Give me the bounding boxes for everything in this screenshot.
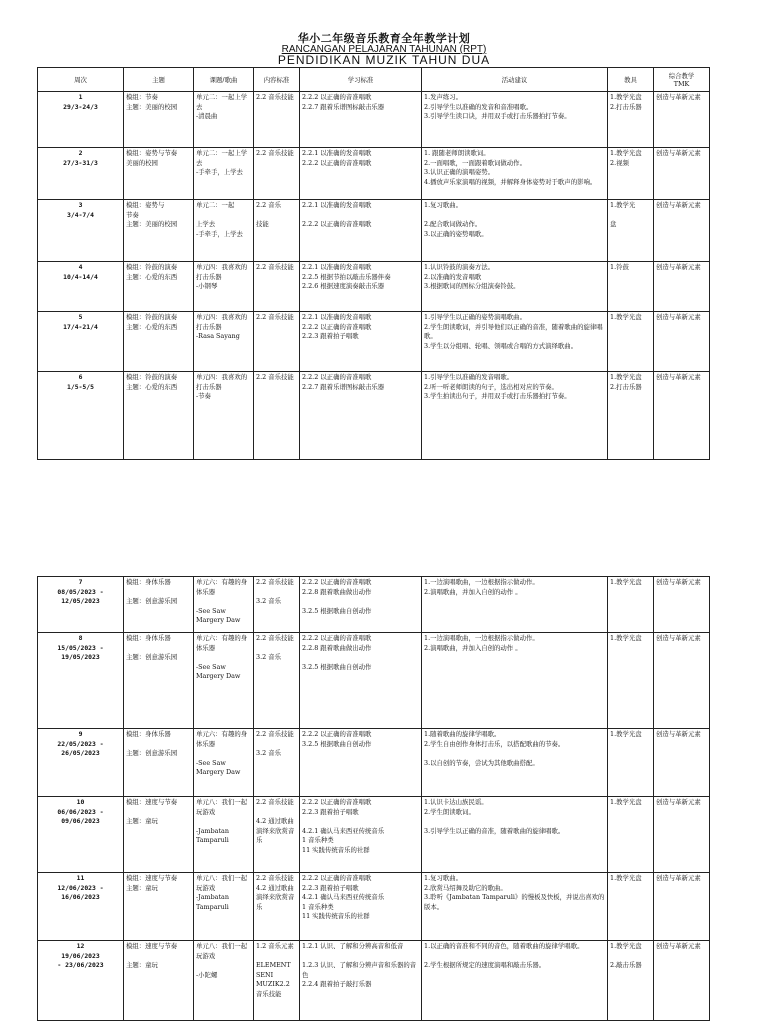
table-row (38, 729, 710, 797)
week-number: 8 (78, 634, 83, 642)
week-dates: 19/06/2023 - 23/06/2023 (57, 951, 104, 970)
cell-teaching-aids-text: 1.教学光盘 (610, 313, 642, 321)
header-tmk: 综合教学 TMK (654, 68, 710, 92)
cell-tmk-text: 创造与革新元素 (656, 93, 701, 101)
cell-teaching-aids-text: 1.教学光盘 (610, 798, 642, 806)
cell-topic-text: 单元二：一起上学去 -清晨曲 (196, 93, 248, 121)
cell-tmk-text: 创造与革新元素 (656, 201, 701, 209)
cell-tmk (654, 148, 710, 200)
cell-teaching-aids-text: 1.教学光盘 (610, 634, 642, 642)
cell-tmk-text: 创造与革新元素 (656, 634, 701, 642)
document-title-chinese: 华小二年级音乐教育全年教学计划 (297, 32, 471, 45)
cell-topic (194, 633, 254, 729)
document-title-subject: PENDIDIKAN MUZIK TAHUN DUA (277, 53, 491, 67)
cell-tmk (654, 312, 710, 372)
cell-activity-text: 1.认识铃鼓的演奏方法。 2.以准确的发音唱歌 3.根据歌词的图标分组演奏铃鼓。 (424, 263, 520, 291)
header-learning-standard: 学习标准 (300, 68, 422, 92)
cell-theme (124, 577, 194, 633)
cell-topic-text: 单元四：我喜欢的打击乐器 -节奏 (196, 373, 248, 401)
cell-theme-text: 模组：速度与节奏 主题：童玩 (126, 942, 178, 970)
cell-topic-text: 单元六：有趣的身体乐器 -See Saw Margery Daw (196, 634, 248, 681)
cell-content-standard (254, 148, 300, 200)
cell-teaching-aids-text: 1.教学光盘 2.视频 (610, 149, 642, 167)
cell-topic-text: 单元八：我们一起玩游戏 -小陀螺 (196, 942, 248, 979)
cell-tmk-text: 创造与革新元素 (656, 730, 701, 738)
cell-tmk (654, 200, 710, 262)
cell-activity-text: 1.以正确的音准和不同的音色，随着歌曲的旋律学唱歌。 2.学生根据所规定的速度演唱和敲击乐器。 (424, 942, 584, 970)
table-row (38, 941, 710, 1021)
cell-activity-text: 1.一边演唱歌曲，一边根据指示做动作。 2.演唱歌曲，并加入自创的动作 。 (424, 634, 539, 652)
cell-activity-text: 1.引导学生以准确的发音唱歌。 2.听一听老师朗读的句子，选出相对应的节奏。 3.学生拍读出句子，并用双手或打击乐器拍打节奏。 (424, 373, 571, 401)
cell-content-standard-text: 2.2 音乐技能 (256, 313, 294, 321)
table-row (38, 200, 710, 262)
cell-topic-text: 单元四：我喜欢的打击乐器 -Rasa Sayang (196, 313, 248, 341)
table-row (38, 797, 710, 873)
cell-content-standard-text: 2.2 音乐技能 3.2 音乐 (256, 730, 294, 758)
cell-theme (124, 633, 194, 729)
week-number: 9 (78, 730, 83, 738)
cell-content-standard-text: 2.2 音乐技能 (256, 149, 294, 157)
cell-week (38, 633, 124, 729)
cell-content-standard (254, 92, 300, 148)
week-dates: 10/4-14/4 (63, 272, 98, 281)
cell-tmk (654, 372, 710, 460)
cell-week (38, 200, 124, 262)
header-theme: 主题 (124, 68, 194, 92)
cell-topic (194, 148, 254, 200)
week-number: 7 (78, 578, 83, 586)
cell-content-standard (254, 372, 300, 460)
cell-teaching-aids (608, 312, 654, 372)
cell-tmk (654, 873, 710, 941)
cell-topic (194, 577, 254, 633)
cell-theme-text: 模组：节奏 主题：美丽的校园 (126, 93, 178, 111)
cell-learning-standard-text: 2.2.1 以准确的发音唱歌 2.2.2 以正确的音准唱歌 2.2.3 跟着拍子唱歌 (302, 313, 372, 341)
cell-theme (124, 92, 194, 148)
cell-content-standard (254, 262, 300, 312)
cell-week (38, 729, 124, 797)
cell-activity-text: 1. 跟随老师朗读歌词。 2.一面唱歌，一面跟着歌词做动作。 3.认识正确的演唱姿势。 4.播放声乐家演唱的视频，并解释身体姿势对于歌声的影响。 (424, 149, 597, 186)
cell-theme-text: 模组：速度与节奏 主题：童玩 (126, 798, 178, 826)
cell-teaching-aids-text: 1.教学光盘 2.打击乐器 (610, 93, 642, 111)
cell-learning-standard-text: 2.2.2 以正确的音准唱歌 2.2.7 跟着乐谱图标敲击乐器 (302, 373, 385, 391)
week-dates: 1/5-5/5 (67, 382, 94, 391)
cell-content-standard-text: 1.2 音乐元素 ELEMENT SENI MUZIK2.2 音乐技能 (256, 942, 294, 998)
cell-theme-text: 模组：姿势与节奏 美丽的校园 (126, 149, 178, 167)
cell-topic (194, 372, 254, 460)
cell-activity (422, 92, 608, 148)
cell-teaching-aids (608, 262, 654, 312)
header-content-standard: 内容标准 (254, 68, 300, 92)
cell-teaching-aids (608, 577, 654, 633)
table-row (38, 262, 710, 312)
header-teaching-aids: 教具 (608, 68, 654, 92)
cell-learning-standard-text: 2.2.1 以准确的发音唱歌 2.2.2 以正确的音准唱歌 (302, 201, 372, 229)
cell-learning-standard (300, 797, 422, 873)
cell-week (38, 148, 124, 200)
cell-learning-standard-text: 2.2.2 以正确的音准唱歌 2.2.8 跟着歌曲做出动作 3.2.5 根据歌曲自创动作 (302, 578, 372, 615)
week-dates: 17/4-21/4 (63, 322, 98, 331)
cell-content-standard-text: 2.2 音乐 技能 (256, 201, 281, 229)
week-number: 11 (76, 874, 85, 882)
cell-activity (422, 312, 608, 372)
cell-week (38, 873, 124, 941)
week-number: 1 (78, 93, 83, 101)
cell-activity (422, 729, 608, 797)
cell-tmk-text: 创造与革新元素 (656, 578, 701, 586)
cell-learning-standard-text: 2.2.2 以正确的音准唱歌 3.2.5 根据歌曲自创动作 (302, 730, 372, 748)
cell-theme-text: 模组：身体乐器 主题：创意游乐园 (126, 730, 178, 758)
week-dates: 27/3-31/3 (63, 158, 98, 167)
week-number: 5 (78, 313, 83, 321)
cell-teaching-aids-text: 1.教学光盘 (610, 578, 642, 586)
cell-content-standard-text: 2.2 音乐技能 3.2 音乐 (256, 578, 294, 606)
week-number: 10 (76, 798, 85, 806)
cell-learning-standard (300, 148, 422, 200)
cell-teaching-aids-text: 1.教学光 盘 (610, 201, 636, 229)
cell-tmk-text: 创造与革新元素 (656, 263, 701, 271)
cell-activity (422, 148, 608, 200)
cell-tmk-text: 创造与革新元素 (656, 373, 701, 381)
cell-content-standard (254, 577, 300, 633)
cell-tmk (654, 577, 710, 633)
cell-content-standard-text: 2.2 音乐技能 4.2 通过歌曲演绎来欣赏音乐 (256, 874, 295, 911)
cell-week (38, 941, 124, 1021)
cell-teaching-aids (608, 200, 654, 262)
cell-content-standard (254, 633, 300, 729)
cell-teaching-aids (608, 92, 654, 148)
cell-content-standard-text: 2.2 音乐技能 4.2 通过歌曲演绎来欣赏音乐 (256, 798, 295, 845)
week-dates: 29/3-24/3 (63, 102, 98, 111)
cell-learning-standard-text: 2.2.2 以正确的音准唱歌 2.2.8 跟着歌曲做出动作 3.2.5 根据歌曲自创动作 (302, 634, 372, 671)
week-dates: 3/4-7/4 (67, 210, 94, 219)
cell-learning-standard-text: 1.2.1 认识、了解和分辨高音和低音 1.2.3 认识、了解和分辨声音和乐器的音色 2.2.4 跟着拍子敲打乐器 (302, 942, 417, 989)
week-number: 2 (78, 149, 83, 157)
cell-topic (194, 797, 254, 873)
cell-learning-standard-text: 2.2.2 以正确的音准唱歌 2.2.3 跟着拍子唱歌 4.2.1 确认马来西亚传统音乐 1 音乐种类 11 实践传统音乐的社群 (302, 798, 385, 854)
week-dates: 08/05/2023 - 12/05/2023 (57, 587, 104, 606)
cell-topic-text: 单元二：一起 上学去 -手牵手，上学去 (196, 201, 243, 238)
cell-topic (194, 312, 254, 372)
cell-activity (422, 577, 608, 633)
cell-activity (422, 262, 608, 312)
cell-theme (124, 797, 194, 873)
cell-topic-text: 单元二：一起上学去 -手牵手，上学去 (196, 149, 248, 177)
cell-topic-text: 单元八：我们一起玩游戏 -Jambatan Tamparuli (196, 874, 248, 911)
cell-tmk-text: 创造与革新元素 (656, 798, 701, 806)
cell-topic-text: 单元六：有趣的身体乐器 -See Saw Margery Daw (196, 578, 248, 625)
cell-activity-text: 1.认识卡达山族民谣。 2.学生朗读歌词。 3.引导学生以正确的音准，随着歌曲的旋律唱歌。 (424, 798, 565, 835)
cell-learning-standard (300, 873, 422, 941)
cell-teaching-aids (608, 372, 654, 460)
cell-activity-text: 1.复习歌曲。 2.欣赏马绍舞及助它的歌曲。 3.聆听《Jambatan Tamparuli》的慢板及快板，并说出喜欢的版本。 (424, 874, 605, 911)
week-dates: 15/05/2023 - 19/05/2023 (57, 643, 104, 662)
cell-tmk (654, 797, 710, 873)
cell-topic (194, 873, 254, 941)
cell-learning-standard (300, 312, 422, 372)
week-number: 12 (76, 942, 85, 950)
cell-teaching-aids (608, 873, 654, 941)
cell-teaching-aids-text: 1.教学光盘 2.敲击乐器 (610, 942, 642, 970)
cell-tmk-text: 创造与革新元素 (656, 874, 701, 882)
cell-learning-standard (300, 372, 422, 460)
cell-theme (124, 941, 194, 1021)
cell-teaching-aids (608, 148, 654, 200)
cell-tmk (654, 262, 710, 312)
table-row (38, 312, 710, 372)
cell-learning-standard (300, 200, 422, 262)
cell-theme (124, 873, 194, 941)
cell-activity (422, 200, 608, 262)
cell-content-standard (254, 873, 300, 941)
cell-learning-standard-text: 2.2.1 以准确的发音唱歌 2.2.2 以正确的音准唱歌 (302, 149, 372, 167)
cell-theme (124, 372, 194, 460)
cell-theme-text: 模组：铃鼓的演奏 主题：心爱的东西 (126, 313, 178, 331)
yearly-plan-table-page2 (37, 576, 710, 1021)
cell-theme-text: 模组：姿势与 节奏 主题：美丽的校园 (126, 201, 178, 229)
cell-topic (194, 729, 254, 797)
cell-topic (194, 941, 254, 1021)
cell-theme (124, 262, 194, 312)
cell-tmk (654, 92, 710, 148)
cell-activity (422, 873, 608, 941)
table-row (38, 633, 710, 729)
cell-tmk (654, 633, 710, 729)
cell-theme-text: 模组：速度与节奏 主题：童玩 (126, 874, 178, 892)
cell-tmk-text: 创造与革新元素 (656, 313, 701, 321)
cell-theme (124, 312, 194, 372)
cell-teaching-aids-text: 1.教学光盘 2.打击乐器 (610, 373, 642, 391)
cell-content-standard (254, 729, 300, 797)
cell-content-standard-text: 2.2 音乐技能 (256, 373, 294, 381)
cell-teaching-aids (608, 729, 654, 797)
cell-topic (194, 92, 254, 148)
table-row (38, 372, 710, 460)
cell-teaching-aids-text: 1.铃鼓 (610, 263, 629, 271)
header-activity: 活动建议 (422, 68, 608, 92)
cell-activity-text: 1.随着歌曲的旋律学唱歌。 2.学生自由创作身体打击乐，以搭配歌曲的节奏。 3.以自创的节奏，尝试为其他歌曲搭配。 (424, 730, 565, 767)
cell-learning-standard-text: 2.2.2 以正确的音准唱歌 2.2.3 跟着拍子唱歌 4.2.1 确认马来西亚传统音乐 1 音乐种类 11 实践传统音乐的社群 (302, 874, 385, 921)
cell-tmk-text: 创造与革新元素 (656, 149, 701, 157)
cell-learning-standard-text: 2.2.1 以准确的发音唱歌 2.2.5 根据节拍以敲击乐器伴奏 2.2.6 根据速度演奏敲击乐器 (302, 263, 391, 291)
cell-week (38, 312, 124, 372)
cell-theme-text: 模组：身体乐器 主题：创意游乐园 (126, 578, 178, 606)
week-dates: 12/06/2023 - 16/06/2023 (57, 883, 104, 902)
cell-content-standard-text: 2.2 音乐技能 3.2 音乐 (256, 634, 294, 662)
yearly-plan-table-page1 (37, 67, 710, 460)
cell-week (38, 372, 124, 460)
cell-topic (194, 200, 254, 262)
cell-content-standard (254, 797, 300, 873)
header-week: 周次 (38, 68, 124, 92)
cell-activity-text: 1.复习歌曲。 2.配合歌词做动作。 3.以正确的姿势唱歌。 (424, 201, 488, 238)
cell-theme (124, 148, 194, 200)
cell-topic (194, 262, 254, 312)
cell-content-standard-text: 2.2 音乐技能 (256, 263, 294, 271)
cell-activity (422, 941, 608, 1021)
cell-topic-text: 单元八：我们一起玩游戏 -Jambatan Tamparuli (196, 798, 248, 845)
cell-content-standard-text: 2.2 音乐技能 (256, 93, 294, 101)
week-number: 3 (78, 201, 83, 209)
table-row (38, 92, 710, 148)
cell-activity (422, 372, 608, 460)
table-row (38, 873, 710, 941)
document-title-rpt: RANCANGAN PELAJARAN TAHUNAN (RPT) (281, 44, 487, 55)
cell-teaching-aids (608, 941, 654, 1021)
cell-topic-text: 单元四：我喜欢的打击乐器 -小钢琴 (196, 263, 248, 291)
week-number: 6 (78, 373, 83, 381)
cell-theme (124, 729, 194, 797)
cell-teaching-aids (608, 633, 654, 729)
cell-activity-text: 1.引导学生以正确的姿势演唱歌曲。 2.学生朗读歌词，并引导他们以正确的音准，随着歌曲的旋律唱歌。 3.学生以分组唱、轮唱、领唱或合唱的方式演绎歌曲。 (424, 313, 603, 350)
week-dates: 22/05/2023 - 26/05/2023 (57, 739, 104, 758)
cell-learning-standard (300, 262, 422, 312)
cell-theme-text: 模组：身体乐器 主题：创意游乐园 (126, 634, 178, 662)
cell-week (38, 262, 124, 312)
cell-content-standard (254, 200, 300, 262)
cell-week (38, 797, 124, 873)
cell-theme (124, 200, 194, 262)
cell-theme-text: 模组：铃鼓的演奏 主题：心爱的东西 (126, 263, 178, 281)
cell-teaching-aids-text: 1.教学光盘 (610, 730, 642, 738)
header-topic: 课题/歌曲 (194, 68, 254, 92)
cell-learning-standard (300, 577, 422, 633)
cell-activity (422, 797, 608, 873)
cell-content-standard (254, 312, 300, 372)
cell-week (38, 577, 124, 633)
cell-teaching-aids-text: 1.教学光盘 (610, 874, 642, 882)
cell-week (38, 92, 124, 148)
cell-tmk-text: 创造与革新元素 (656, 942, 701, 950)
table-header-row (38, 68, 710, 92)
table-row (38, 577, 710, 633)
table-row (38, 148, 710, 200)
cell-teaching-aids (608, 797, 654, 873)
cell-learning-standard (300, 729, 422, 797)
cell-content-standard (254, 941, 300, 1021)
cell-activity-text: 1.发声练习。 2.引导学生以准确的发音和音准唱歌。 3.引导学生读口诀，并用双手或打击乐器拍打节奏。 (424, 93, 571, 121)
cell-activity-text: 1.一边演唱歌曲，一边根据指示做动作。 2.演唱歌曲，并加入自创的动作 。 (424, 578, 539, 596)
cell-learning-standard (300, 941, 422, 1021)
cell-tmk (654, 729, 710, 797)
cell-learning-standard (300, 633, 422, 729)
cell-activity (422, 633, 608, 729)
week-number: 4 (78, 263, 83, 271)
cell-learning-standard-text: 2.2.2 以正确的音准唱歌 2.2.7 跟着乐谱图标敲击乐器 (302, 93, 385, 111)
week-dates: 06/06/2023 - 09/06/2023 (57, 807, 104, 826)
cell-tmk (654, 941, 710, 1021)
cell-theme-text: 模组：铃鼓的演奏 主题：心爱的东西 (126, 373, 178, 391)
cell-topic-text: 单元六：有趣的身体乐器 -See Saw Margery Daw (196, 730, 248, 777)
cell-learning-standard (300, 92, 422, 148)
